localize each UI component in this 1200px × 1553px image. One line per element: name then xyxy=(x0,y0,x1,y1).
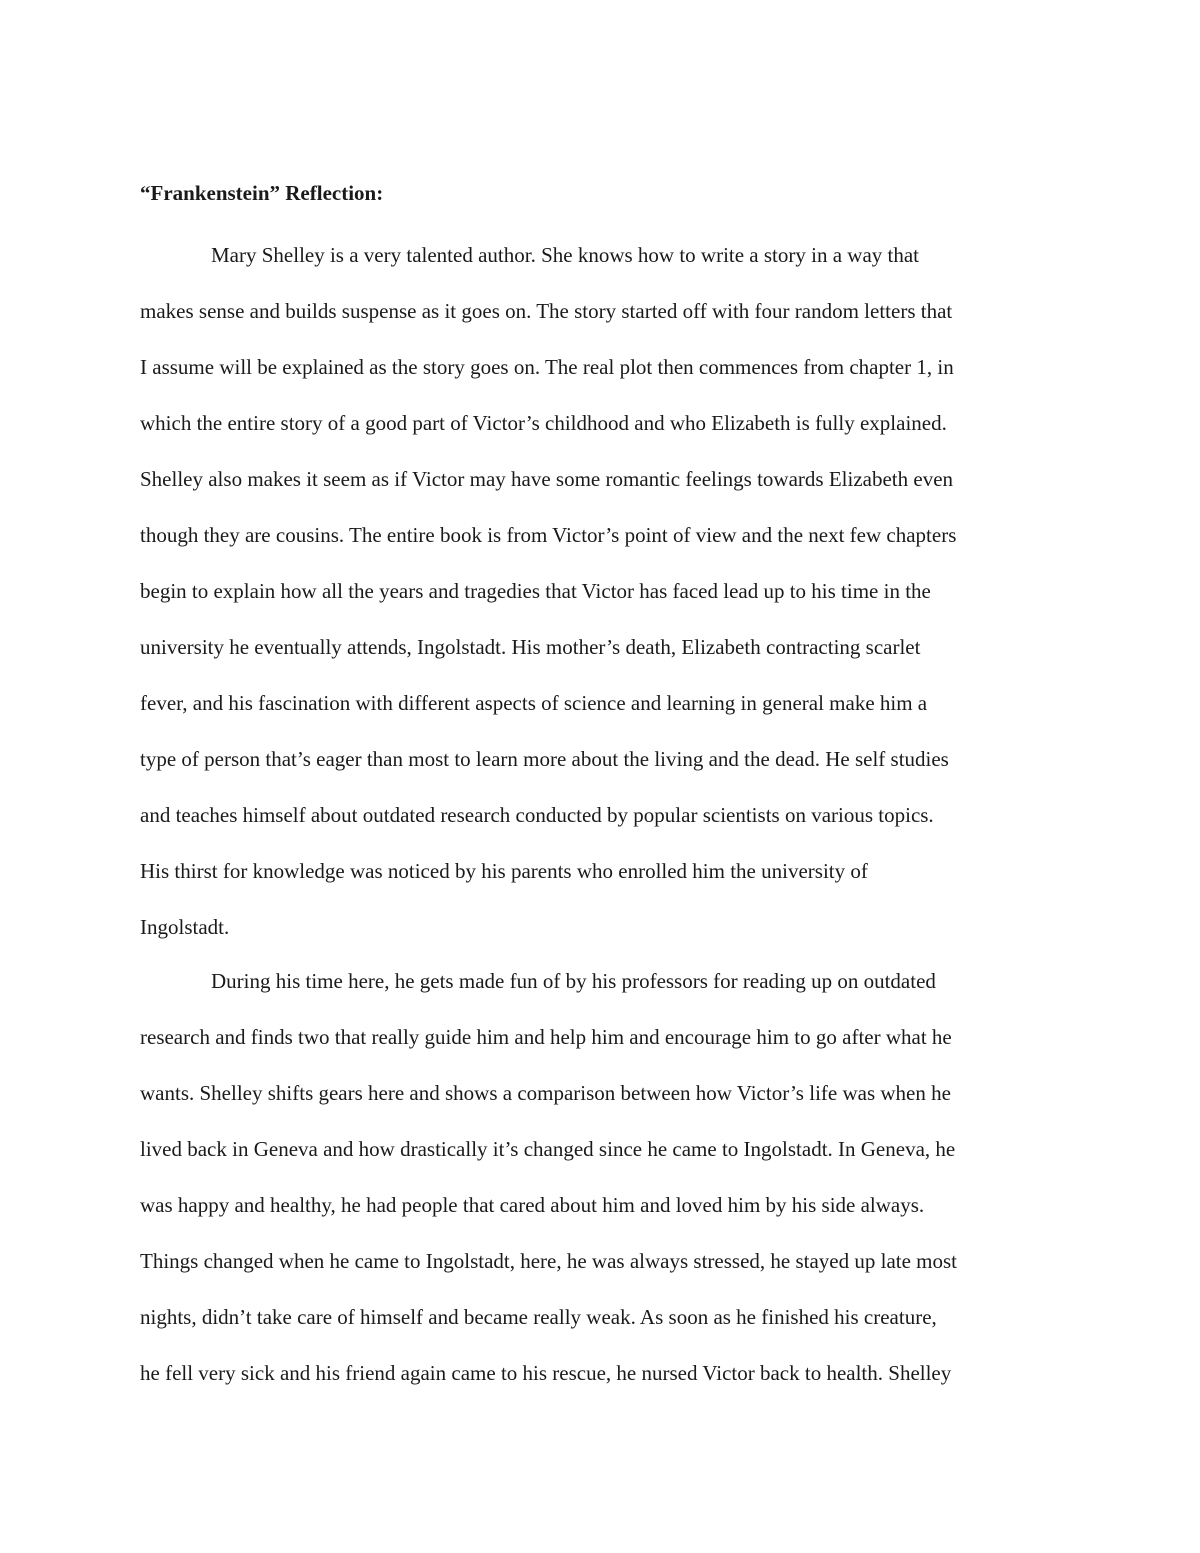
paragraph-1-line-2: makes sense and builds suspense as it goes on. The story started off with four random letters that xyxy=(140,299,953,323)
paragraph-1-line-5: Shelley also makes it seem as if Victor may have some romantic feelings towards Elizabeth even xyxy=(140,467,954,491)
paragraph-2-line-7: nights, didn’t take care of himself and became really weak. As soon as he finished his creature, xyxy=(140,1305,937,1329)
paragraph-1-line-3: I assume will be explained as the story goes on. The real plot then commences from chapter 1, in xyxy=(140,355,954,379)
paragraph-1-line-6: though they are cousins. The entire book is from Victor’s point of view and the next few chapters xyxy=(140,523,957,547)
paragraph-2-line-6: Things changed when he came to Ingolstadt, here, he was always stressed, he stayed up late most xyxy=(140,1249,958,1273)
paragraph-2-line-8: he fell very sick and his friend again came to his rescue, he nursed Victor back to health. Shelley xyxy=(140,1361,952,1385)
paragraph-1-line-11: and teaches himself about outdated research conducted by popular scientists on various topics. xyxy=(140,803,934,827)
paragraph-1-line-10: type of person that’s eager than most to learn more about the living and the dead. He self studies xyxy=(140,747,949,771)
paragraph-1-line-13: Ingolstadt. xyxy=(140,915,230,939)
paragraph-1-line-7: begin to explain how all the years and tragedies that Victor has faced lead up to his time in the xyxy=(140,579,931,603)
paragraph-2-line-4: lived back in Geneva and how drastically it’s changed since he came to Ingolstadt. In Geneva, he xyxy=(140,1137,956,1161)
paragraph-2-line-2: research and finds two that really guide him and help him and encourage him to go after what he xyxy=(140,1025,952,1049)
paragraph-2-line-1: During his time here, he gets made fun of by his professors for reading up on outdated xyxy=(211,969,936,993)
paragraph-1-line-8: university he eventually attends, Ingolstadt. His mother’s death, Elizabeth contracting scarlet xyxy=(140,635,921,659)
paragraph-1-line-9: fever, and his fascination with different aspects of science and learning in general make him a xyxy=(140,691,928,715)
paragraph-1-line-4: which the entire story of a good part of Victor’s childhood and who Elizabeth is fully explained. xyxy=(140,411,947,435)
paragraph-1-line-1: Mary Shelley is a very talented author. She knows how to write a story in a way that xyxy=(211,243,920,267)
paragraph-2-line-5: was happy and healthy, he had people that cared about him and loved him by his side always. xyxy=(140,1193,925,1217)
document-title: “Frankenstein” Reflection: xyxy=(140,181,384,205)
paragraph-2-line-3: wants. Shelley shifts gears here and shows a comparison between how Victor’s life was when he xyxy=(140,1081,951,1105)
paragraph-1-line-12: His thirst for knowledge was noticed by his parents who enrolled him the university of xyxy=(140,859,868,883)
